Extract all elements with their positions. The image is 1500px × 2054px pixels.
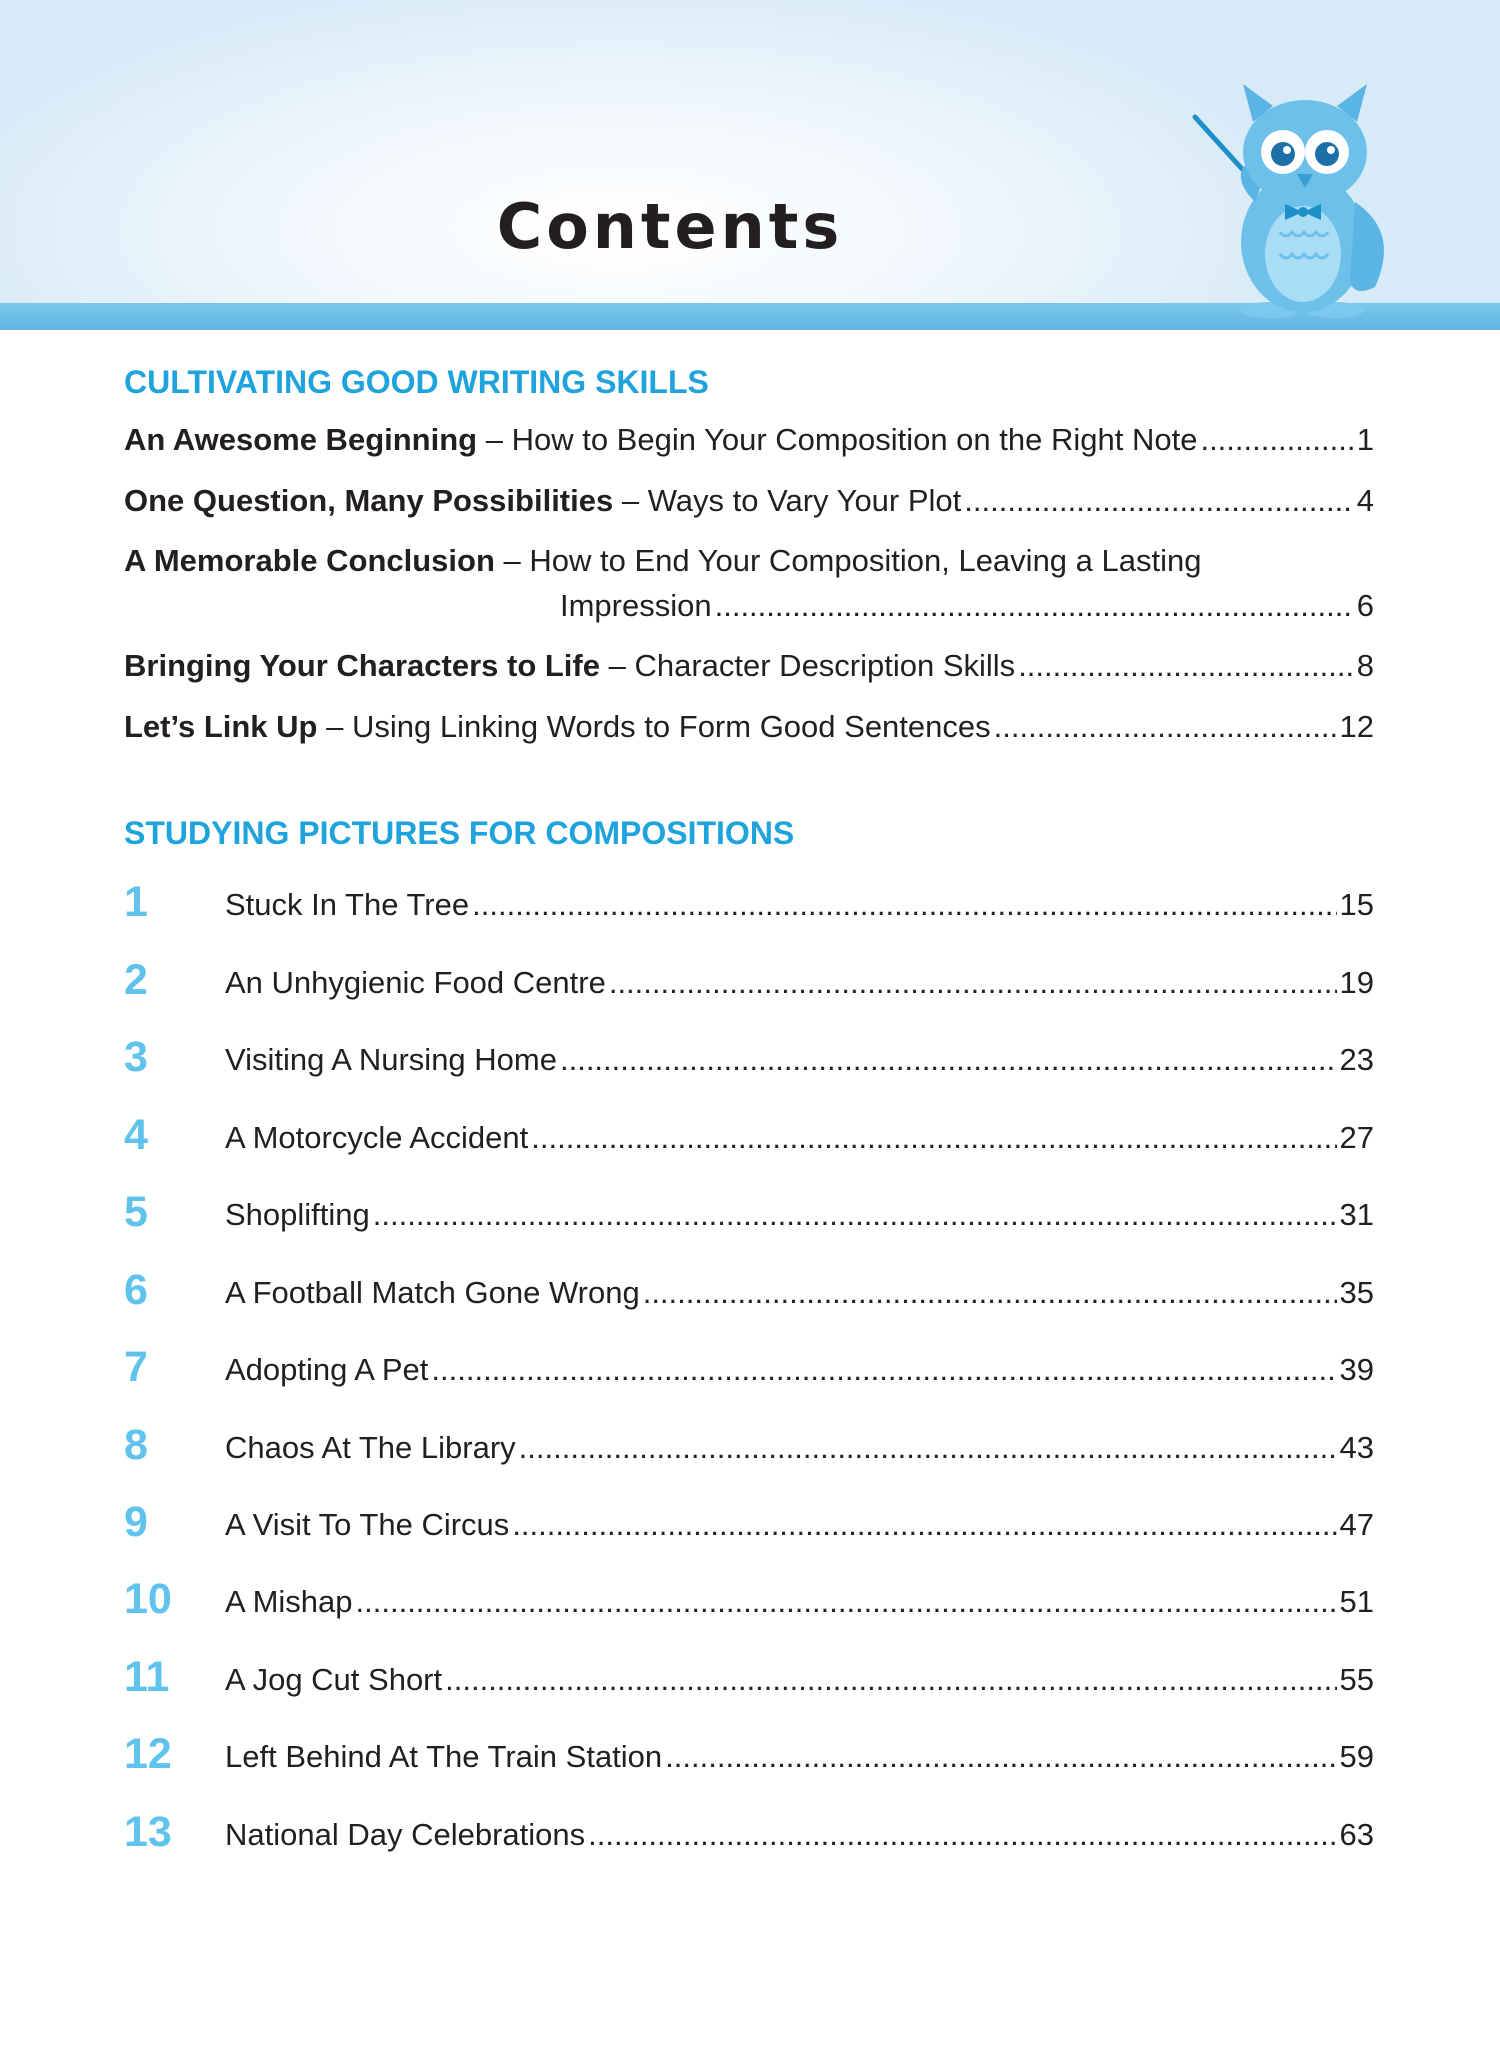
page-number: 55	[1339, 1662, 1374, 1697]
toc-entry-continuation[interactable]: Impression ..... 6	[560, 584, 1374, 628]
page-number: 23	[1339, 1042, 1374, 1077]
chapter-entry[interactable]	[124, 1265, 1374, 1315]
page-number: 27	[1339, 1120, 1374, 1155]
page-number: 39	[1339, 1352, 1374, 1387]
page-number: 15	[1339, 887, 1374, 922]
dot-leader	[1018, 644, 1354, 688]
dot-leader	[994, 705, 1337, 749]
dot-leader	[560, 1038, 1337, 1082]
chapter-title: A Visit To The Circus	[225, 1507, 510, 1542]
toc-entry[interactable]: Let’s Link Up – Using Linking Words to Form Good Sentences ..... 12	[124, 705, 1374, 749]
chapter-entry[interactable]	[124, 1652, 1374, 1702]
toc-entry[interactable]: One Question, Many Possibilities – Ways to Vary Your Plot ..... 4	[124, 479, 1374, 523]
chapter-title: Left Behind At The Train Station	[225, 1739, 663, 1774]
page-number: 43	[1339, 1430, 1374, 1465]
chapter-entry[interactable]	[124, 955, 1374, 1005]
dot-leader	[531, 1116, 1336, 1160]
chapter-entry[interactable]	[124, 1807, 1374, 1857]
page-number: 4	[1356, 483, 1374, 518]
chapter-number: 8	[124, 1421, 148, 1469]
page-number: 1	[1356, 422, 1374, 457]
dot-leader	[1200, 418, 1353, 462]
chapter-number: 6	[124, 1266, 148, 1314]
chapter-title: Chaos At The Library	[225, 1430, 516, 1465]
chapter-number: 12	[124, 1730, 172, 1778]
chapter-entry[interactable]	[124, 1574, 1374, 1624]
page-number: 6	[1356, 588, 1374, 623]
dot-leader	[588, 1813, 1336, 1857]
chapter-entry[interactable]	[124, 1497, 1374, 1547]
chapter-number: 3	[124, 1033, 148, 1081]
section-heading-writing-skills: CULTIVATING GOOD WRITING SKILLS	[124, 364, 709, 400]
chapter-title: A Mishap	[225, 1584, 353, 1619]
page-number: 19	[1339, 965, 1374, 1000]
owl-mascot-icon	[1185, 82, 1430, 322]
chapter-title: A Football Match Gone Wrong	[225, 1275, 640, 1310]
page-number: 47	[1339, 1507, 1374, 1542]
dot-leader	[643, 1271, 1337, 1315]
page-number: 59	[1339, 1739, 1374, 1774]
dot-leader	[373, 1193, 1337, 1237]
page-number: 8	[1356, 648, 1374, 683]
toc-entry[interactable]: An Awesome Beginning – How to Begin Your Composition on the Right Note ..... 1	[124, 418, 1374, 462]
chapter-entry[interactable]	[124, 1342, 1374, 1392]
chapter-entry[interactable]	[124, 1187, 1374, 1237]
chapter-title: An Unhygienic Food Centre	[225, 965, 606, 1000]
chapter-title: National Day Celebrations	[225, 1817, 586, 1852]
chapter-number: 11	[124, 1653, 170, 1701]
chapter-title: Visiting A Nursing Home	[225, 1042, 557, 1077]
toc-entry[interactable]: Bringing Your Characters to Life – Character Description Skills ..... 8	[124, 644, 1374, 688]
dot-leader	[609, 961, 1337, 1005]
chapter-title: A Jog Cut Short	[225, 1662, 443, 1697]
chapter-number: 2	[124, 956, 148, 1004]
page-number: 51	[1339, 1584, 1374, 1619]
page-number: 63	[1339, 1817, 1374, 1852]
chapter-entry[interactable]	[124, 1110, 1374, 1160]
page-number: 31	[1339, 1197, 1374, 1232]
page-title: Contents	[496, 190, 844, 263]
page-number: 35	[1339, 1275, 1374, 1310]
dot-leader	[964, 479, 1353, 523]
dot-leader	[356, 1580, 1337, 1624]
dot-leader	[512, 1503, 1336, 1547]
chapter-number: 13	[124, 1808, 172, 1856]
chapter-entry[interactable]	[124, 1032, 1374, 1082]
chapter-title: Adopting A Pet	[225, 1352, 429, 1387]
chapter-entry[interactable]	[124, 1420, 1374, 1470]
dot-leader	[445, 1658, 1336, 1702]
dot-leader	[431, 1348, 1336, 1392]
chapter-title: Stuck In The Tree	[225, 887, 470, 922]
page-number: 12	[1339, 709, 1374, 744]
chapter-title: A Motorcycle Accident	[225, 1120, 529, 1155]
chapter-number: 7	[124, 1343, 148, 1391]
chapter-number: 9	[124, 1498, 148, 1546]
chapter-number: 1	[124, 878, 148, 926]
dot-leader	[715, 584, 1354, 628]
chapter-number: 4	[124, 1111, 148, 1159]
chapter-entry[interactable]	[124, 1729, 1374, 1779]
chapter-number: 5	[124, 1188, 148, 1236]
dot-leader	[472, 883, 1336, 927]
dot-leader	[665, 1735, 1336, 1779]
chapter-title: Shoplifting	[225, 1197, 370, 1232]
toc-entry[interactable]: A Memorable Conclusion – How to End Your Composition, Leaving a Lasting	[124, 543, 1202, 578]
chapter-number: 10	[124, 1575, 172, 1623]
chapter-entry[interactable]	[124, 877, 1374, 927]
dot-leader	[519, 1426, 1337, 1470]
section-heading-picture-compositions: STUDYING PICTURES FOR COMPOSITIONS	[124, 815, 795, 851]
